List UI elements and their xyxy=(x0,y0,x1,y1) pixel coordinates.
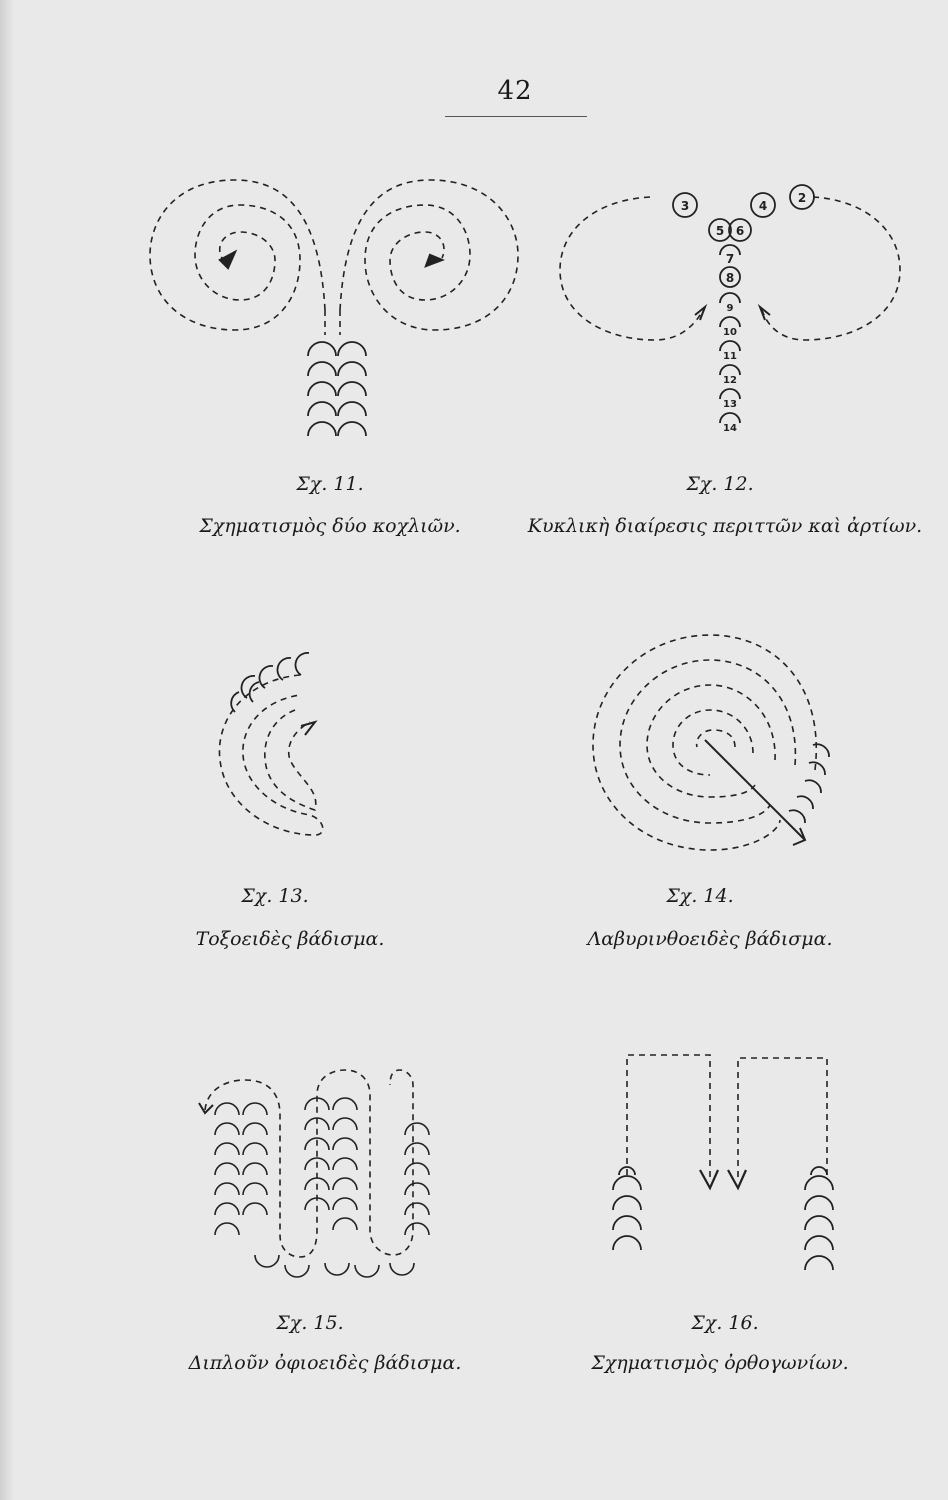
outer-arc-path xyxy=(219,675,322,835)
figure-12-label: Σχ. 12. xyxy=(686,473,754,495)
page-edge xyxy=(0,0,14,1500)
header-rule xyxy=(445,116,587,117)
left-spiral-path xyxy=(150,180,325,330)
marker-8: 8 xyxy=(725,271,735,285)
inner-arc-path xyxy=(265,710,316,810)
figure-16-title: Σχηματισμὸς ὀρθογωνίων. xyxy=(591,1352,849,1374)
figure-11-title: Σχηματισμὸς δύο κοχλιῶν. xyxy=(199,515,461,537)
figure-14-title: Λαβυρινθοειδὲς βάδισμα. xyxy=(587,928,833,950)
figure-15-label: Σχ. 15. xyxy=(276,1312,344,1334)
marker-4: 4 xyxy=(758,199,768,213)
arrow-icon xyxy=(700,1170,746,1188)
marker-3: 3 xyxy=(680,199,690,213)
figure-14-label: Σχ. 14. xyxy=(666,885,734,907)
footstep-columns xyxy=(308,342,366,436)
figure-12-diagram xyxy=(555,175,905,450)
figure-13-title: Τοξοειδὲς βάδισμα. xyxy=(195,928,385,950)
left-loop-path xyxy=(560,197,703,340)
figure-13-label: Σχ. 13. xyxy=(241,885,309,907)
rectangle-paths xyxy=(627,1055,827,1180)
marker-11: 11 xyxy=(723,351,737,362)
marker-5: 5 xyxy=(715,224,725,238)
marker-12: 12 xyxy=(723,375,737,386)
right-loop-path xyxy=(762,197,900,340)
figure-11-diagram xyxy=(140,160,530,450)
footstep-rows xyxy=(215,1098,429,1277)
marker-7: 7 xyxy=(725,252,735,266)
footstep-arc xyxy=(231,653,309,712)
footstep-columns xyxy=(613,1167,833,1270)
marker-13: 13 xyxy=(723,399,737,410)
page-number: 42 xyxy=(497,76,533,106)
figure-15-title: Διπλοῦν ὀφιοειδὲς βάδισμα. xyxy=(188,1352,462,1374)
numbered-markers xyxy=(673,185,814,423)
figure-16-diagram xyxy=(605,1050,845,1290)
figure-11-label: Σχ. 11. xyxy=(296,473,364,495)
figure-15-diagram xyxy=(195,1065,445,1290)
figure-14-diagram xyxy=(585,625,845,865)
arrow-icon xyxy=(220,252,442,268)
figure-12-title: Κυκλικὴ διαίρεσις περιττῶν καὶ ἀρτίων. xyxy=(527,515,923,537)
marker-14: 14 xyxy=(723,423,737,434)
marker-10: 10 xyxy=(723,327,737,338)
figure-13-diagram xyxy=(205,640,355,850)
marker-2: 2 xyxy=(797,191,807,205)
serpentine-path xyxy=(205,1070,413,1257)
figure-16-label: Σχ. 16. xyxy=(691,1312,759,1334)
marker-6: 6 xyxy=(735,224,745,238)
marker-9: 9 xyxy=(726,303,734,314)
footstep-chain xyxy=(789,744,829,823)
